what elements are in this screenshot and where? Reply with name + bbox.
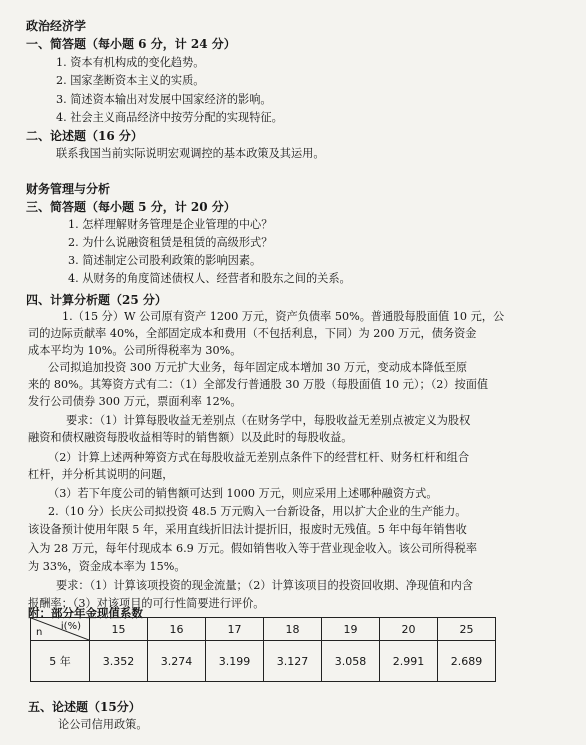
table-header-cell: 19 xyxy=(322,618,380,641)
annuity-present-value-table xyxy=(30,617,496,682)
calc-text-line: 来的 80%。其筹资方式有二：（1）全部发行普通股 30 万股（每股面值 10 元）；（2）按面值 xyxy=(28,378,489,391)
essay-question: 论公司信用政策。 xyxy=(58,718,148,731)
table-cell: 3.058 xyxy=(322,641,380,682)
calc-text-line: 要求：（1）计算该项投资的现金流量；（2）计算该项目的投资回收期、净现值和内含 xyxy=(56,579,473,592)
table-header-cell: 20 xyxy=(380,618,438,641)
table-header-cell: 16 xyxy=(148,618,206,641)
corner-label-rate: i(%) xyxy=(60,621,81,632)
table-header-cell: 25 xyxy=(438,618,496,641)
calc-text-line: 要求：（1）计算每股收益无差别点（在财务学中，每股收益无差别点被定义为股权 xyxy=(66,414,471,427)
table-corner-cell xyxy=(31,618,90,641)
question-item: 4. 从财务的角度简述债权人、经营者和股东之间的关系。 xyxy=(68,272,351,285)
calc-text-line: 公司拟追加投资 300 万元扩大业务，每年固定成本增加 30 万元，变动成本降低至原 xyxy=(48,361,468,374)
question-item: 1. 资本有机构成的变化趋势。 xyxy=(56,56,205,69)
appendix-title: 附：部分年金现值系数 xyxy=(28,606,143,620)
subject-title-political-economy: 政治经济学 xyxy=(26,19,87,33)
essay-question: 联系我国当前实际说明宏观调控的基本政策及其运用。 xyxy=(56,147,325,160)
subject-title-financial-management: 财务管理与分析 xyxy=(26,182,111,196)
table-row-label: 5 年 xyxy=(31,641,90,682)
calc-text-line: 杠杆，并分析其说明的问题， xyxy=(28,468,174,481)
calc-text-line: 成本平均为 10%。公司所得税率为 30%。 xyxy=(28,344,242,357)
calc-text-line: 为 33%，资金成本率为 15%。 xyxy=(28,560,186,573)
calc-text-line: 融资和债权融资每股收益相等时的销售额）以及此时的每股收益。 xyxy=(28,431,353,444)
calc-text-line: 司的边际贡献率 40%，全部固定成本和费用（不包括利息，下同）为 200 万元，债务资金 xyxy=(28,327,477,340)
corner-label-period: n xyxy=(36,627,43,638)
section-title-short-answer-2: 三、简答题（每小题 5 分，计 20 分） xyxy=(26,200,236,214)
table-header-cell: 15 xyxy=(90,618,148,641)
question-item: 4. 社会主义商品经济中按劳分配的实现特征。 xyxy=(56,111,283,124)
calc-text-line: 入为 28 万元，每年付现成本 6.9 万元。假如销售收入等于营业现金收入。该公司所得税率 xyxy=(28,542,478,555)
question-item: 3. 简述制定公司股利政策的影响因素。 xyxy=(68,254,262,267)
table-cell: 2.689 xyxy=(438,641,496,682)
calc-text-line: （3）若下年度公司的销售额可达到 1000 万元，则应采用上述哪种融资方式。 xyxy=(48,487,438,500)
table-header-cell: 17 xyxy=(206,618,264,641)
table-cell: 3.274 xyxy=(148,641,206,682)
calc-text-line: 报酬率；（3）对该项目的可行性简要进行评价。 xyxy=(28,597,265,610)
question-item: 3. 简述资本输出对发展中国家经济的影响。 xyxy=(56,93,272,106)
table-header-cell: 18 xyxy=(264,618,322,641)
question-item: 2. 国家垄断资本主义的实质。 xyxy=(56,74,205,87)
calc-text-line: 发行公司债券 300 万元，票面利率 12%。 xyxy=(28,395,242,408)
calc-text-line: （2）计算上述两种筹资方式在每股收益无差别点条件下的经营杠杆、财务杠杆和组合 xyxy=(48,451,470,464)
question-item: 1. 怎样理解财务管理是企业管理的中心？ xyxy=(68,218,273,231)
calc-text-line: 该设备预计使用年限 5 年，采用直线折旧法计提折旧，报废时无残值。5 年中每年销售收 xyxy=(28,523,467,536)
table-cell: 3.127 xyxy=(264,641,322,682)
table-cell: 3.199 xyxy=(206,641,264,682)
table-header-row xyxy=(31,618,496,641)
section-title-essay-2: 五、论述题（15分） xyxy=(28,700,141,714)
calc-text-line: 2.（10 分）长庆公司拟投资 48.5 万元购入一台新设备，用以扩大企业的生产能力。 xyxy=(48,505,467,518)
table-row xyxy=(31,641,496,682)
section-title-short-answer-1: 一、简答题（每小题 6 分，计 24 分） xyxy=(26,37,236,51)
table-cell: 2.991 xyxy=(380,641,438,682)
section-title-essay-1: 二、论述题（16 分） xyxy=(26,129,143,143)
question-item: 2. 为什么说融资租赁是租赁的高级形式？ xyxy=(68,236,273,249)
table-cell: 3.352 xyxy=(90,641,148,682)
calc-text-line: 1.（15 分）W 公司原有资产 1200 万元，资产负债率 50%。普通股每股面值 10 元，公 xyxy=(62,310,505,323)
section-title-calculation: 四、计算分析题（25 分） xyxy=(26,293,167,307)
